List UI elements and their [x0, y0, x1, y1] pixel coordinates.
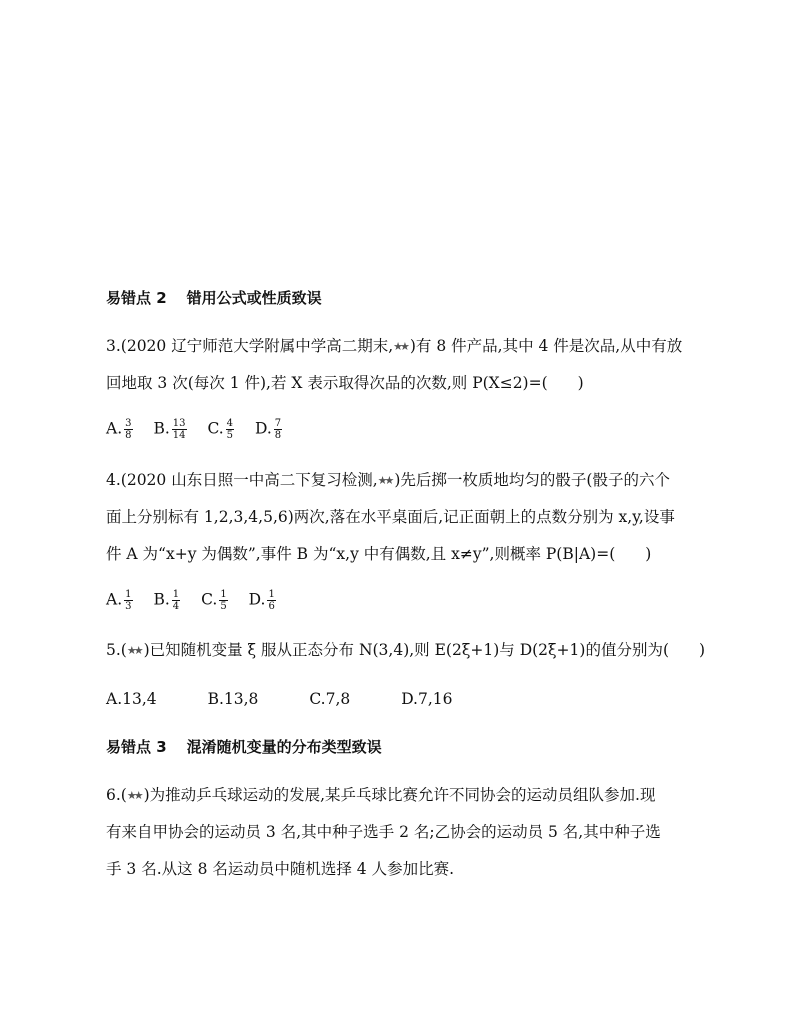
option-b: B. $\frac{1}{4}$	[153, 589, 180, 612]
q3-line-1	[106, 336, 682, 357]
q4-text-3: 件 A 为“x+y 为偶数”,事件 B 为“x,y 中有偶数,且 x≠y”,则概率 P(B|A)=(	[106, 545, 616, 563]
q6-text: )为推动乒乓球运动的发展,某乒乓球比赛允许不同协会的运动员组队参加.现	[143, 786, 656, 804]
option-d: D. $\frac{1}{6}$	[248, 589, 275, 612]
fraction: $\frac{3}{8}$	[125, 418, 132, 441]
option-d: D. $\frac{7}{8}$	[254, 418, 282, 441]
q4-line-2	[106, 507, 675, 527]
q6-line-3	[106, 859, 454, 879]
q3-options	[106, 418, 298, 441]
section-heading-2	[106, 288, 322, 308]
fraction: $\frac{1}{4}$	[172, 589, 180, 612]
option-a: A. $\frac{3}{8}$	[106, 418, 132, 441]
option-b: B. $\frac{13}{14}$	[153, 418, 186, 441]
option-a: A.13,4	[106, 690, 157, 708]
difficulty-stars-icon: ★★	[126, 789, 141, 802]
answer-paren: )	[699, 641, 706, 659]
fraction: $\frac{7}{8}$	[274, 418, 282, 441]
q4-text: )先后掷一枚质地均匀的骰子(骰子的六个	[394, 471, 670, 489]
option-a: A. $\frac{1}{3}$	[106, 589, 132, 612]
q6-line-2	[106, 822, 661, 842]
q5-line-1: 5.(★★ )已知随机变量 ξ 服从正态分布 N(3,4),则 E(2ξ+1)与 D(2ξ+1)的值分别为( )	[106, 641, 706, 659]
q3-line-2	[106, 373, 584, 393]
q6-text-2: 有来自甲协会的运动员 3 名,其中种子选手 2 名;乙协会的运动员 5 名,其中种子选	[106, 823, 661, 841]
option-c: C.7,8	[309, 690, 351, 708]
fraction: $\frac{4}{5}$	[226, 418, 234, 441]
option-d: D.7,16	[401, 690, 453, 708]
q5-options	[106, 689, 499, 709]
fraction: $\frac{1}{6}$	[268, 589, 275, 612]
q5-text: )已知随机变量 ξ 服从正态分布 N(3,4),则 E(2ξ+1)与 D(2ξ+1)的值分别为(	[143, 641, 670, 659]
q3-text: )有 8 件产品,其中 4 件是次品,从中有放	[409, 337, 683, 355]
fraction: $\frac{1}{5}$	[220, 589, 227, 612]
section-number: 易错点 3	[106, 738, 167, 756]
q3-source: 3.(2020 辽宁师范大学附属中学高二期末,	[106, 337, 394, 355]
q4-line-1	[106, 470, 670, 491]
answer-paren: )	[577, 374, 584, 392]
q6-text-3: 手 3 名.从这 8 名运动员中随机选择 4 人参加比赛.	[106, 860, 455, 878]
option-c: C. $\frac{1}{5}$	[201, 589, 227, 612]
section-title: 错用公式或性质致误	[186, 289, 322, 307]
difficulty-stars-icon: ★★	[126, 644, 141, 657]
q4-options	[106, 589, 292, 612]
option-c: C. $\frac{4}{5}$	[207, 418, 234, 441]
difficulty-stars-icon: ★★	[393, 340, 407, 353]
q4-text-2: 面上分别标有 1,2,3,4,5,6)两次,落在水平桌面后,记正面朝上的点数分别为 x,y,设事	[106, 508, 675, 526]
section-number: 易错点 2	[106, 289, 167, 307]
q4-source: 4.(2020 山东日照一中高二下复习检测,	[106, 471, 378, 489]
answer-paren: )	[645, 545, 652, 563]
option-b: B.13,8	[207, 690, 259, 708]
section-heading-3	[106, 737, 382, 757]
fraction: $\frac{13}{14}$	[172, 418, 186, 441]
difficulty-stars-icon: ★★	[377, 474, 392, 487]
q3-text-2: 回地取 3 次(每次 1 件),若 X 表示取得次品的次数,则 P(X≤2)=(	[106, 374, 548, 392]
section-title: 混淆随机变量的分布类型致误	[186, 738, 382, 756]
fraction: $\frac{1}{3}$	[125, 589, 132, 612]
q4-line-3	[106, 544, 651, 564]
q6-line-1: 6.(★★ )为推动乒乓球运动的发展,某乒乓球比赛允许不同协会的运动员组队参加.现	[106, 786, 656, 804]
